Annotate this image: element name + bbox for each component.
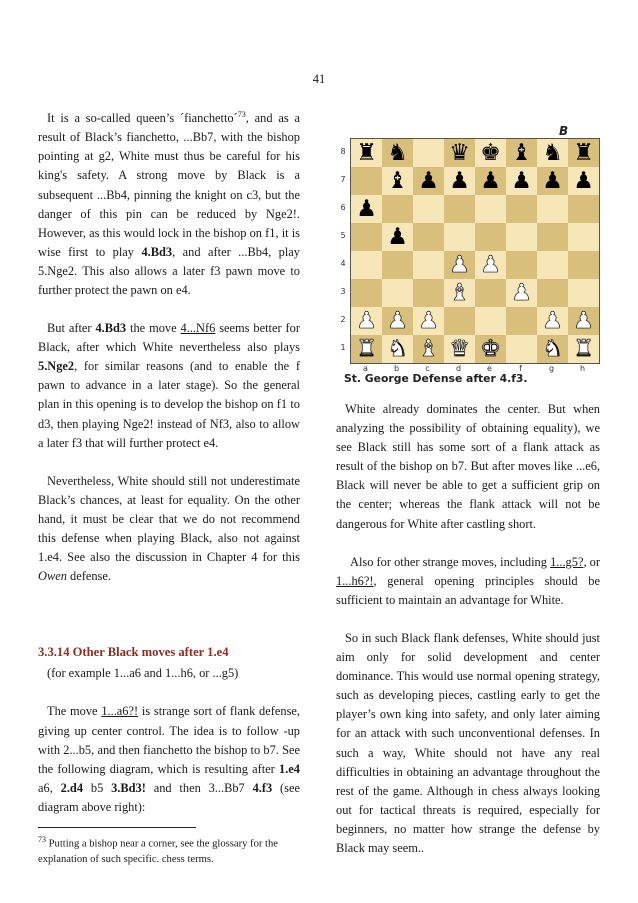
rank-label: 3	[340, 287, 346, 296]
file-label: d	[455, 364, 462, 373]
black-pawn-icon: ♟	[356, 195, 377, 222]
text: It is a so-called queen’s ´fianchetto´	[47, 111, 238, 126]
text: The move	[47, 704, 102, 719]
rank-label: 7	[340, 175, 346, 184]
move-bold: 3.Bd3!	[111, 780, 146, 795]
square-d7	[444, 167, 475, 195]
black-rook-icon: ♜	[573, 139, 594, 166]
black-pawn-icon: ♟	[542, 167, 563, 194]
square-c2	[413, 307, 444, 335]
move-bold: 4.Bd3	[95, 321, 127, 336]
footnote	[38, 832, 300, 867]
black-pawn-icon: ♟	[387, 223, 408, 250]
square-f5	[506, 223, 537, 251]
side-to-move-marker: B	[559, 124, 569, 138]
square-h4	[568, 251, 599, 279]
square-b1	[382, 335, 413, 363]
file-label: h	[579, 364, 586, 373]
square-d1	[444, 335, 475, 363]
black-knight-icon: ♞	[387, 139, 408, 166]
square-g8	[537, 139, 568, 167]
square-f1	[506, 335, 537, 363]
square-c4	[413, 251, 444, 279]
footnote-number: 73	[38, 835, 46, 844]
text: , and after ...Bb4, play 5.Nge2. This also allows a later f3 pawn move to further protect the pawn on e4.	[38, 244, 300, 297]
rank-label: 5	[340, 231, 346, 240]
square-g7	[537, 167, 568, 195]
rank-label: 2	[340, 315, 346, 324]
white-pawn-icon: ♟	[387, 307, 408, 334]
square-b4	[382, 251, 413, 279]
move-bold: 4.f3	[252, 780, 273, 795]
white-knight-icon: ♞	[542, 335, 563, 362]
white-pawn-icon: ♟	[511, 279, 532, 306]
paragraph-nevertheless	[38, 472, 300, 587]
rank-label: 4	[340, 259, 346, 268]
file-label: a	[363, 364, 368, 373]
white-pawn-icon: ♟	[480, 251, 501, 278]
square-g5	[537, 223, 568, 251]
move-underlined: 1...a6?!	[101, 704, 139, 719]
file-label: g	[548, 364, 555, 373]
square-c3	[413, 279, 444, 307]
square-b8	[382, 139, 413, 167]
footnote-divider	[38, 827, 196, 828]
black-queen-icon: ♛	[449, 139, 470, 166]
square-a7	[351, 167, 382, 195]
text: Nevertheless, White should still not underestimate Black’s chances, at least for equality. On the other hand, it must be clear that we do not recommend this defense when playing Black, also not against 1.e4. See also the discussion in Chapter 4 for this	[38, 473, 300, 565]
paragraph-flank-defenses: So in such Black flank defenses, White should just aim only for solid development and center dominance. This would use normal opening strategy, such as developing pieces, castling early to get the player’s own king into safety, and only later aiming for an attack with such unconventional defenses. In such a way, White should not have any real difficulties in obtaining an advantage throughout the rest of the game. Although in chess always looking out for tactical threats is required, especially for beginners, no matter how strange the defense by Black may seem..	[336, 630, 600, 855]
square-c6	[413, 195, 444, 223]
text: defense.	[66, 569, 111, 584]
white-pawn-icon: ♟	[418, 307, 439, 334]
square-f2	[506, 307, 537, 335]
white-knight-icon: ♞	[387, 335, 408, 362]
move-bold: 1.e4	[279, 761, 300, 776]
square-f3	[506, 279, 537, 307]
square-h8	[568, 139, 599, 167]
square-h6	[568, 195, 599, 223]
text: , or	[583, 554, 600, 569]
black-pawn-icon: ♟	[449, 167, 470, 194]
black-rook-icon: ♜	[356, 139, 377, 166]
square-g3	[537, 279, 568, 307]
white-queen-icon: ♛	[449, 335, 470, 362]
square-e6	[475, 195, 506, 223]
square-g1	[537, 335, 568, 363]
square-b3	[382, 279, 413, 307]
square-h5	[568, 223, 599, 251]
move-underlined: 4...Nf6	[180, 321, 216, 336]
rank-labels	[338, 138, 348, 362]
square-c5	[413, 223, 444, 251]
text: and then 3...Bb7	[145, 780, 253, 795]
white-pawn-icon: ♟	[573, 307, 594, 334]
square-h1	[568, 335, 599, 363]
square-h7	[568, 167, 599, 195]
square-b7	[382, 167, 413, 195]
file-label: b	[393, 364, 400, 373]
white-bishop-icon: ♝	[449, 279, 470, 306]
white-king-icon: ♚	[480, 335, 501, 362]
paragraph-strange-moves	[336, 553, 600, 610]
rank-label: 6	[340, 203, 346, 212]
page-number: 41	[312, 72, 326, 86]
rank-label: 1	[340, 343, 346, 352]
text: , and as a result of Black’s fianchetto, ...Bb7, with the bishop pointing at g2, White must thus be careful for his king's safety. A strong move by Black is a subsequent ...Bb4, pinning the knight on c3, but the danger of this pin can be reduced by Nge2!. However, as this would lock in the bishop on f1, it is wise first to play	[38, 111, 300, 259]
square-g2	[537, 307, 568, 335]
black-pawn-icon: ♟	[573, 167, 594, 194]
text: But after	[47, 321, 96, 336]
square-c7	[413, 167, 444, 195]
square-h2	[568, 307, 599, 335]
file-label: e	[487, 364, 492, 373]
square-e4	[475, 251, 506, 279]
square-a5	[351, 223, 382, 251]
rank-label: 8	[340, 147, 346, 156]
square-g4	[537, 251, 568, 279]
white-rook-icon: ♜	[573, 335, 594, 362]
square-e7	[475, 167, 506, 195]
left-column	[38, 105, 300, 817]
text: b5	[83, 780, 112, 795]
square-f4	[506, 251, 537, 279]
square-d4	[444, 251, 475, 279]
black-bishop-icon: ♝	[387, 167, 408, 194]
white-pawn-icon: ♟	[356, 307, 377, 334]
square-e3	[475, 279, 506, 307]
square-f6	[506, 195, 537, 223]
footnote-text: Putting a bishop near a corner, see the glossary for the explanation of such specific. chess terms.	[38, 838, 278, 865]
square-b5	[382, 223, 413, 251]
right-column	[336, 400, 600, 858]
square-d8	[444, 139, 475, 167]
square-a8	[351, 139, 382, 167]
square-f7	[506, 167, 537, 195]
move-underlined: 1...g5?	[550, 554, 584, 569]
opening-name: Owen	[38, 569, 67, 584]
square-d3	[444, 279, 475, 307]
move-bold: 4.Bd3	[141, 244, 173, 259]
file-label: f	[519, 364, 522, 373]
section-heading: 3.3.14 Other Black moves after 1.e4	[38, 645, 229, 660]
black-king-icon: ♚	[480, 139, 501, 166]
square-d2	[444, 307, 475, 335]
square-f8	[506, 139, 537, 167]
square-a6	[351, 195, 382, 223]
move-underlined: 1...h6?!	[336, 573, 374, 588]
square-b6	[382, 195, 413, 223]
move-bold: 5.Nge2	[38, 359, 75, 374]
square-d6	[444, 195, 475, 223]
square-e1	[475, 335, 506, 363]
square-a1	[351, 335, 382, 363]
black-bishop-icon: ♝	[511, 139, 532, 166]
square-a4	[351, 251, 382, 279]
square-b2	[382, 307, 413, 335]
text: the move	[126, 321, 181, 336]
example-note: (for example 1...a6 and 1...h6, or ...g5)	[47, 666, 239, 681]
square-h3	[568, 279, 599, 307]
square-d5	[444, 223, 475, 251]
black-pawn-icon: ♟	[480, 167, 501, 194]
square-c1	[413, 335, 444, 363]
text: is strange sort of flank defense, giving up center control. The idea is to follow -up with 2...b5, and then fianchetto the bishop to b7. See the following diagram, which is resulting after	[38, 704, 300, 776]
square-a2	[351, 307, 382, 335]
move-bold: 2.d4	[60, 780, 84, 795]
paragraph-bd3	[38, 319, 300, 453]
white-rook-icon: ♜	[356, 335, 377, 362]
text: , general opening principles should be sufficient to maintain an advantage for White.	[336, 573, 600, 607]
text: seems better for Black, after which White nevertheless also plays	[38, 321, 300, 355]
text: a6,	[38, 780, 61, 795]
footnote-reference: 73	[237, 110, 246, 119]
black-knight-icon: ♞	[542, 139, 563, 166]
diagram-caption: St. George Defense after 4.f3.	[344, 372, 528, 385]
text: Also for other strange moves, including	[350, 554, 551, 569]
white-bishop-icon: ♝	[418, 335, 439, 362]
black-pawn-icon: ♟	[511, 167, 532, 194]
text: , for similar reasons (and to enable the f pawn to advance in a later stage). So the general plan in this opening is to develop the bishop on f1 to d3, then playing Nge2! instead of Nf3, also to allow a later f3 that will further protect e4.	[38, 359, 300, 450]
paragraph-a6	[38, 702, 300, 817]
text: (see diagram above right):	[38, 780, 301, 814]
paragraph-white-dominates: White already dominates the center. But when analyzing the possibility of obtaining equality), we see Black still has some sort of a flank attack as result of the bishop on b7. But after moves like ...e6, Black will never be able to get a sufficient grip on the center; whereas the flank attack will not be dangerous for White after castling short.	[336, 402, 600, 531]
white-pawn-icon: ♟	[542, 307, 563, 334]
square-e8	[475, 139, 506, 167]
chess-board	[350, 138, 600, 364]
black-pawn-icon: ♟	[418, 167, 439, 194]
file-label: c	[425, 364, 430, 373]
square-e2	[475, 307, 506, 335]
paragraph-fianchetto	[38, 105, 300, 300]
square-c8	[413, 139, 444, 167]
square-g6	[537, 195, 568, 223]
square-e5	[475, 223, 506, 251]
white-pawn-icon: ♟	[449, 251, 470, 278]
square-a3	[351, 279, 382, 307]
chess-diagram	[336, 120, 608, 385]
